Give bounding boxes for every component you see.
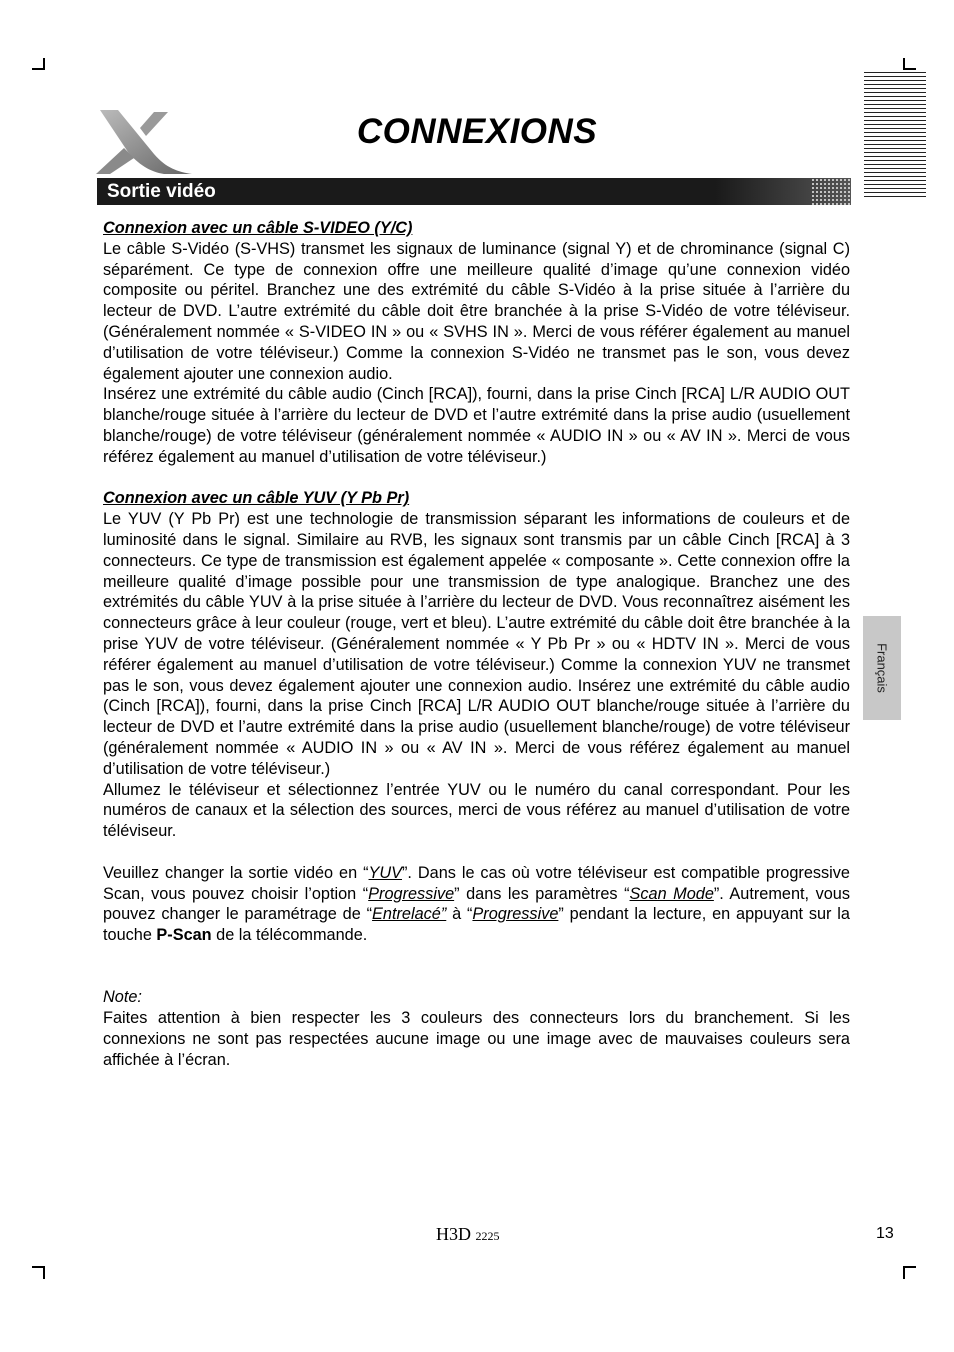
progressive-option: Progressive xyxy=(472,905,559,924)
svideo-audio-paragraph: Insérez une extrémité du câble audio (Cinch [RCA]), fourni, dans la prise Cinch [RCA] L/R AUDIO OUT blanche/rouge située à l’arrière du lecteur de DVD et l’autre extrémité dans la prise audio (usuellement blanche/rouge) de votre téléviseur (généralement nommée « AUDIO IN » ou « AV IN ». Merci de vous référez également au manuel d’utilisation de votre téléviseur.) xyxy=(103,385,850,466)
yuv-option: YUV xyxy=(368,863,402,882)
yuv-paragraph: Le YUV (Y Pb Pr) est une technologie de transmission séparant les informations de couleurs et de luminosité dans le signal. Similaire au RVB, les signaux sont transmis par un câble Cinch [RCA] à 3 connecteurs. Ce type de transmission est également appelée « composante ». Cette connexion offre la meilleure qualité d’image possible pour une transmission de type analogique. Branchez une des extrémités du câble YUV à la prise située à l’arrière du lecteur de DVD. Vous reconnaîtrez aisément les connecteurs grâce à leur couleur (rouge, vert et bleu). L’autre extrémité du câble doit être branchée à la prise YUV de votre téléviseur. (Généralement nommée « Y Pb Pr » ou « HDTV IN ». Merci de vous référer également au manuel d’utilisation de votre téléviseur.) Comme la connexion YUV ne transmet pas le son, vous devez également ajouter une connexion audio. Insérez une extrémité du câble audio (Cinch [RCA]), fourni, dans la prise Cinch [RCA] L/R AUDIO OUT blanche/rouge située à l’arrière du lecteur de DVD et l’autre extrémité dans la prise audio (usuellement blanche/rouge) de votre téléviseur (généralement nommée « AUDIO IN » ou « AV IN ». Merci de vous référez également au manuel d’utilisation de votre téléviseur.) xyxy=(103,510,850,778)
note-text: Faites attention à bien respecter les 3 couleurs des connecteurs lors du branchement. Si les connexions ne sont pas respectées aucune image ou une image avec de mauvaises couleurs sera affichée à l’écran. xyxy=(103,1009,850,1069)
pscan-key: P-Scan xyxy=(156,926,212,945)
progressive-option: Progressive xyxy=(368,884,455,903)
interlaced-option: Entrelacé” xyxy=(372,905,447,924)
output-paragraph: Veuillez changer la sortie vidéo en “YUV”. Dans le cas où votre téléviseur est compatible progressive Scan, vous pouvez choisir l’option “Progressive” dans les paramètres “Scan Mode”. Autrement, vous pouvez changer le paramétrage de “Entrelacé” à “Progressive” pendant la lecture, en appuyant sur la touche P-Scan de la télécommande. xyxy=(103,863,850,945)
language-tab xyxy=(863,616,901,720)
decorative-stripes xyxy=(864,72,926,200)
yuv-heading: Connexion avec un câble YUV (Y Pb Pr) xyxy=(103,489,410,508)
svideo-paragraph: Le câble S-Vidéo (S-VHS) transmet les signaux de luminance (signal Y) et de chrominance (signal C) séparément. Ce type de connexion offre une meilleure qualité d’image qu’une connexion vidéo composite ou péritel. Branchez une des extrémité du câble S-Vidéo à la prise située à l’arrière du lecteur de DVD. L’autre extrémité du câble doit être branchée à la prise S-Vidéo de votre téléviseur. (Généralement nommée « S-VIDEO IN » ou « SVHS IN ». Merci de vous référer également au manuel d’utilisation de votre téléviseur.) Comme la connexion S-Vidéo ne transmet pas le son, vous devez également ajouter une connexion audio. xyxy=(103,239,850,383)
crop-mark-bottom-right xyxy=(903,1266,905,1279)
section-title: Sortie vidéo xyxy=(107,181,216,202)
svideo-heading: Connexion avec un câble S-VIDEO (Y/C) xyxy=(103,219,413,237)
page-title: CONNEXIONS xyxy=(356,112,598,151)
body-content xyxy=(103,218,850,1071)
crop-mark-top-right xyxy=(903,68,916,70)
model-name: H3D 2225 xyxy=(436,1224,500,1244)
crop-mark-bottom-left xyxy=(43,1266,45,1279)
dot-pattern xyxy=(811,178,851,205)
note-label: Note: xyxy=(103,988,142,1007)
section-header-bar xyxy=(97,178,851,205)
page-number: 13 xyxy=(876,1225,894,1242)
language-label: Français xyxy=(874,643,890,693)
scan-mode-option: Scan Mode xyxy=(629,884,714,903)
yuv-tv-paragraph: Allumez le téléviseur et sélectionnez l’entrée YUV ou le numéro du canal correspondant. Pour les numéros de canaux et la sélection des sources, merci de vous référez au manuel d’utilisation de votre téléviseur. xyxy=(103,780,850,841)
crop-mark-top-left xyxy=(43,58,45,70)
